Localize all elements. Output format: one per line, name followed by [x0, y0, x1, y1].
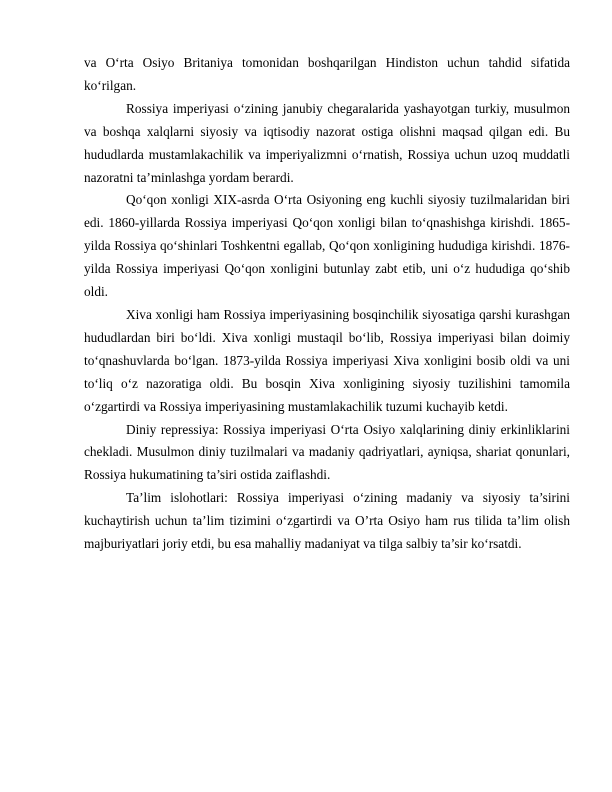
- paragraph-khiva-khanate: Xiva xonligi ham Rossiya imperiyasining bosqinchilik siyosatiga qarshi kurashgan hududlardan biri bo‘ldi. Xiva xonligi mustaqil bo‘lib, Rossiya imperiyasi bilan doimiy to‘qnashuvlarda bo‘lgan. 1873-yilda Rossiya imperiyasi Xiva xonligini bosib oldi va uni to‘liq o‘z nazoratiga oldi. Bu bosqin Xiva xonligining siyosiy tuzilishini tamomila o‘zgartirdi va Rossiya imperiyasining mustamlakachilik tuzumi kuchayib ketdi.: [84, 306, 570, 414]
- paragraph-continuation: va O‘rta Osiyo Britaniya tomonidan boshqarilgan Hindiston uchun tahdid sifatida ko‘rilgan.: [84, 55, 570, 93]
- document-body: [84, 52, 570, 556]
- paragraph-kokand-khanate: Qo‘qon xonligi XIX-asrda O‘rta Osiyoning eng kuchli siyosiy tuzilmalaridan biri edi. 1860-yillarda Rossiya imperiyasi Qo‘qon xonligi bilan to‘qnashishga kirishdi. 1865-yilda Rossiya qo‘shinlari Toshkentni egallab, Qo‘qon xonligining hududiga kirishdi. 1876-yilda Rossiya imperiyasi Qo‘qon xonligini butunlay zabt etib, uni o‘z hududiga qo‘shib oldi.: [84, 192, 570, 300]
- paragraph-religious-repression: Diniy repressiya: Rossiya imperiyasi O‘rta Osiyo xalqlarining diniy erkinliklarini chekladi. Musulmon diniy tuzilmalari va madaniy qadriyatlari, ayniqsa, shariat qonunlari, Rossiya hukumatining ta’siri ostida zaiflashdi.: [84, 421, 570, 483]
- paragraph-education-reforms: Ta’lim islohotlari: Rossiya imperiyasi o‘zining madaniy va siyosiy ta’sirini kuchaytirish uchun ta’lim tizimini o‘zgartirdi va O’rta Osiyo ham rus tilida ta’lim olish majburiyatlari joriy etdi, bu esa mahalliy madaniyat va tilga salbiy ta’sir ko‘rsatdi.: [84, 490, 570, 552]
- paragraph-southern-borders: Rossiya imperiyasi o‘zining janubiy chegaralarida yashayotgan turkiy, musulmon va boshqa xalqlarni siyosiy va iqtisodiy nazorat ostiga olishni maqsad qilgan edi. Bu hududlarda mustamlakachilik va imperiyalizmni o‘rnatish, Rossiya uchun uzoq muddatli nazoratni ta’minlashga yordam berardi.: [84, 100, 570, 185]
